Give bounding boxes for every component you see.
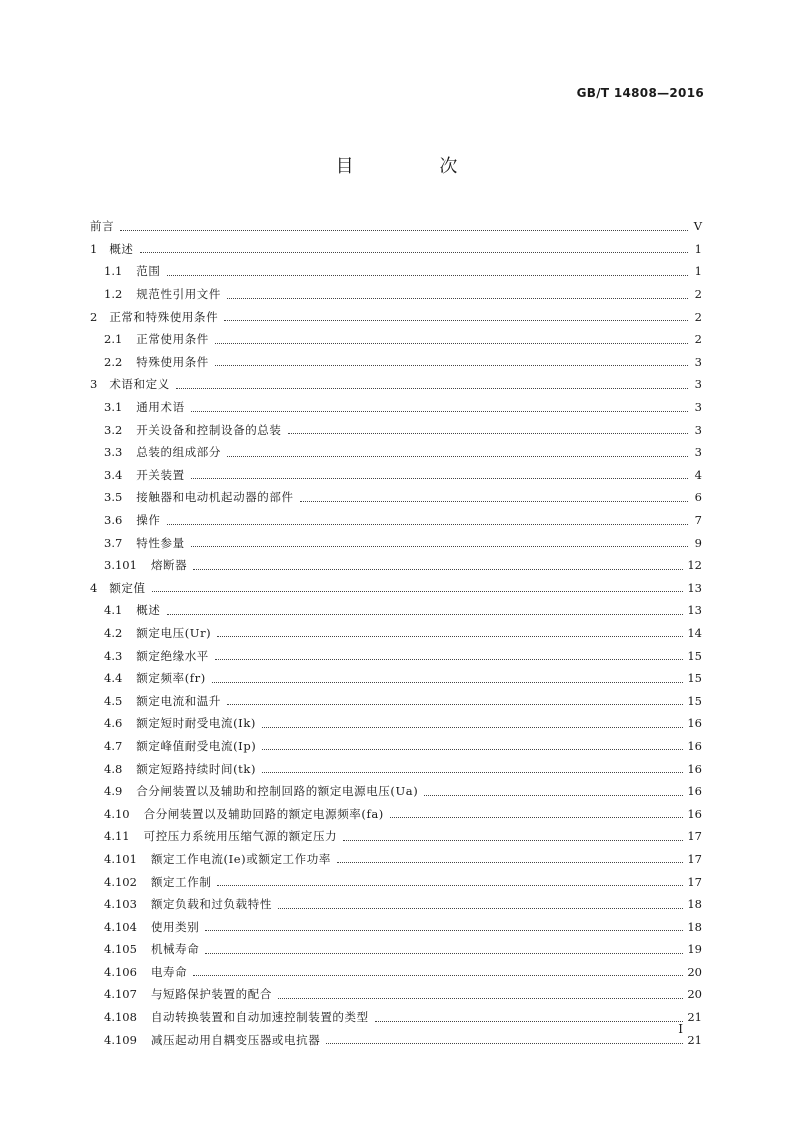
dot-leader [205,953,683,954]
dot-leader [193,569,683,570]
toc-entry-title: 开关设备和控制设备的总装 [136,422,282,437]
toc-entry-number: 4.1 [104,603,123,618]
toc-entry-title: 接触器和电动机起动器的部件 [136,490,294,505]
toc-entry-number: 4.105 [104,942,137,957]
toc-entry-number: 4.102 [104,874,137,889]
dot-leader [278,908,683,909]
dot-leader [300,501,688,502]
toc-entry-title: 正常和特殊使用条件 [109,309,219,324]
dot-leader [262,749,683,750]
toc-entry-title: 额定工作制 [150,874,212,889]
toc-entry-number: 3.5 [104,490,123,505]
dot-leader [424,795,683,796]
toc-entry-number: 4.3 [104,648,123,663]
toc-entry-title: 额定短路持续时间(tk) [136,761,257,776]
toc-entry-title: 额定负载和过负载特性 [150,897,272,912]
toc-entry-page: 20 [687,964,702,979]
toc-entry-page: 20 [687,987,702,1002]
toc-entry-page: 6 [694,490,702,505]
toc-entry-number: 4.2 [104,625,123,640]
toc-entry[interactable] [90,712,702,735]
toc-entry[interactable] [90,554,702,577]
dot-leader [224,320,688,321]
dot-leader [217,636,683,637]
toc-entry-number: 3.2 [104,422,123,437]
toc-entry-number: 3.101 [104,558,137,573]
toc-entry[interactable] [90,260,702,283]
toc-entry-title: 熔断器 [150,558,188,573]
dot-leader [278,998,683,999]
dot-leader [191,478,688,479]
dot-leader [215,365,688,366]
toc-entry-page: 16 [687,716,702,731]
toc-entry-number: 3.7 [104,535,123,550]
dot-leader [215,343,688,344]
toc-entry[interactable] [90,531,702,554]
toc-entry-title: 术语和定义 [109,377,170,392]
toc-entry[interactable] [90,418,702,441]
footer-page-number: Ⅰ [678,1022,683,1036]
toc-entry-number: 4.104 [104,919,137,934]
dot-leader [167,614,684,615]
toc-entry-number: 4.109 [104,1032,137,1047]
table-of-contents [90,215,702,1051]
toc-entry-title: 合分闸装置以及辅助回路的额定电源频率(fa) [143,806,384,821]
toc-entry[interactable] [90,915,702,938]
toc-entry-page: 13 [687,603,702,618]
toc-entry-page: 15 [687,671,702,686]
toc-entry-page: 2 [694,332,702,347]
toc-entry-number: 2.1 [104,332,123,347]
toc-entry-number: 4.108 [104,1010,137,1025]
toc-entry[interactable] [90,735,702,758]
toc-entry-number: 1.2 [104,287,123,302]
standard-code: GB/T 14808—2016 [576,86,704,100]
toc-entry-number: 4.5 [104,693,123,708]
toc-entry-number: 4.9 [104,784,123,799]
toc-entry-page: 3 [694,400,702,415]
toc-entry-page: 16 [687,806,702,821]
dot-leader [227,456,688,457]
toc-entry-number: 3 [90,377,98,392]
toc-entry-page: 3 [694,377,702,392]
toc-entry-title: 前言 [90,219,115,234]
toc-entry-title: 电寿命 [150,964,188,979]
toc-entry[interactable] [90,351,702,374]
toc-entry[interactable] [90,825,702,848]
toc-entry[interactable] [90,893,702,916]
toc-entry-page: 7 [694,513,702,528]
toc-entry-page: 18 [687,919,702,934]
toc-entry-page: 1 [694,264,702,279]
dot-leader [167,524,689,525]
toc-entry-page: Ⅴ [693,219,702,234]
toc-entry-title: 通用术语 [136,400,185,415]
toc-entry-title: 特殊使用条件 [136,354,209,369]
dot-leader [167,275,689,276]
toc-entry-title: 操作 [136,513,161,528]
toc-entry-number: 4.101 [104,851,137,866]
toc-entry-page: 12 [687,558,702,573]
toc-entry-title: 概述 [109,241,134,256]
toc-entry-title: 额定电流和温升 [136,693,221,708]
toc-entry-title: 额定短时耐受电流(Ik) [136,716,256,731]
toc-entry-number: 3.4 [104,467,123,482]
toc-entry-number: 3.3 [104,445,123,460]
toc-entry-title: 额定值 [109,580,146,595]
toc-entry[interactable] [90,983,702,1006]
toc-entry-number: 4.8 [104,761,123,776]
toc-entry-title: 使用类别 [150,919,200,934]
toc-entry-page: 13 [687,580,702,595]
toc-entry-page: 18 [687,897,702,912]
dot-leader [212,682,684,683]
dot-leader [262,727,683,728]
toc-entry[interactable] [90,644,702,667]
toc-entry[interactable] [90,689,702,712]
toc-entry-title: 自动转换装置和自动加速控制装置的类型 [150,1010,369,1025]
dot-leader [337,862,683,863]
dot-leader [217,885,683,886]
toc-entry-page: 16 [687,761,702,776]
dot-leader [288,433,689,434]
toc-entry-title: 减压起动用自耦变压器或电抗器 [150,1032,321,1047]
toc-entry-title: 机械寿命 [150,942,200,957]
page-title: 目 次 [335,156,498,177]
toc-entry-page: 2 [694,309,702,324]
toc-entry-page: 3 [694,354,702,369]
toc-entry-title: 合分闸装置以及辅助和控制回路的额定电源电压(Ua) [136,784,419,799]
toc-entry[interactable] [90,961,702,984]
toc-entry[interactable] [90,938,702,961]
toc-entry-number: 4.11 [104,829,130,844]
toc-entry-page: 1 [694,241,702,256]
toc-entry-number: 3.1 [104,400,123,415]
toc-entry-page: 21 [687,1010,702,1025]
toc-entry-page: 19 [687,942,702,957]
toc-entry-page: 15 [687,693,702,708]
toc-entry[interactable] [90,599,702,622]
toc-entry-number: 4.103 [104,897,137,912]
toc-entry[interactable] [90,577,702,600]
toc-entry-number: 4.10 [104,806,130,821]
toc-entry-title: 范围 [136,264,161,279]
toc-entry[interactable] [90,283,702,306]
toc-entry-title: 开关装置 [136,467,185,482]
dot-leader [326,1043,683,1044]
toc-entry-title: 概述 [136,603,161,618]
toc-entry-title: 正常使用条件 [136,332,209,347]
toc-entry-number: 2 [90,309,98,324]
toc-entry[interactable] [90,328,702,351]
toc-entry[interactable] [90,780,702,803]
toc-entry-page: 16 [687,738,702,753]
dot-leader [205,930,683,931]
dot-leader [191,411,688,412]
dot-leader [193,975,683,976]
toc-entry-title: 额定峰值耐受电流(Ip) [136,738,257,753]
toc-entry-page: 2 [694,287,702,302]
toc-entry[interactable] [90,396,702,419]
toc-entry-number: 4 [90,580,98,595]
toc-entry-page: 17 [687,851,702,866]
toc-entry-number: 4.6 [104,716,123,731]
toc-entry-number: 4.106 [104,964,137,979]
toc-entry[interactable] [90,509,702,532]
toc-entry-page: 9 [694,535,702,550]
dot-leader [215,659,683,660]
dot-leader [191,546,688,547]
toc-entry-page: 4 [694,467,702,482]
toc-entry[interactable] [90,848,702,871]
toc-entry-title: 可控压力系统用压缩气源的额定压力 [143,829,338,844]
dot-leader [262,772,683,773]
toc-entry-page: 15 [687,648,702,663]
toc-entry[interactable] [90,464,702,487]
toc-entry-title: 与短路保护装置的配合 [150,987,272,1002]
toc-entry[interactable] [90,802,702,825]
dot-leader [375,1021,684,1022]
toc-entry[interactable] [90,667,702,690]
toc-entry[interactable] [90,373,702,396]
toc-entry[interactable] [90,1006,702,1029]
toc-entry[interactable] [90,1028,702,1051]
toc-entry-number: 1 [90,241,98,256]
dot-leader [120,230,688,231]
toc-entry-number: 4.4 [104,671,123,686]
toc-entry[interactable] [90,305,702,328]
toc-entry-title: 额定绝缘水平 [136,648,209,663]
toc-entry-page: 21 [687,1032,702,1047]
dot-leader [343,840,683,841]
toc-entry[interactable] [90,622,702,645]
dot-leader [140,252,688,253]
toc-entry[interactable] [90,441,702,464]
toc-entry-number: 2.2 [104,354,123,369]
toc-entry[interactable] [90,215,702,238]
toc-entry-number: 3.6 [104,513,123,528]
dot-leader [152,591,684,592]
toc-entry-page: 16 [687,784,702,799]
toc-entry-page: 3 [694,422,702,437]
toc-entry-number: 4.7 [104,738,123,753]
dot-leader [227,298,688,299]
toc-entry[interactable] [90,757,702,780]
toc-entry-title: 额定频率(fr) [136,671,206,686]
toc-entry-title: 总装的组成部分 [136,445,221,460]
toc-entry-number: 4.107 [104,987,137,1002]
toc-entry-number: 1.1 [104,264,123,279]
toc-entry[interactable] [90,486,702,509]
toc-entry-title: 特性参量 [136,535,185,550]
toc-entry[interactable] [90,238,702,261]
dot-leader [176,388,688,389]
toc-entry-title: 规范性引用文件 [136,287,221,302]
toc-entry-title: 额定电压(Ur) [136,625,212,640]
toc-entry[interactable] [90,870,702,893]
dot-leader [390,817,683,818]
toc-entry-title: 额定工作电流(Ie)或额定工作功率 [150,851,331,866]
toc-entry-page: 17 [687,874,702,889]
dot-leader [227,704,683,705]
toc-entry-page: 14 [687,625,702,640]
toc-entry-page: 17 [687,829,702,844]
toc-entry-page: 3 [694,445,702,460]
